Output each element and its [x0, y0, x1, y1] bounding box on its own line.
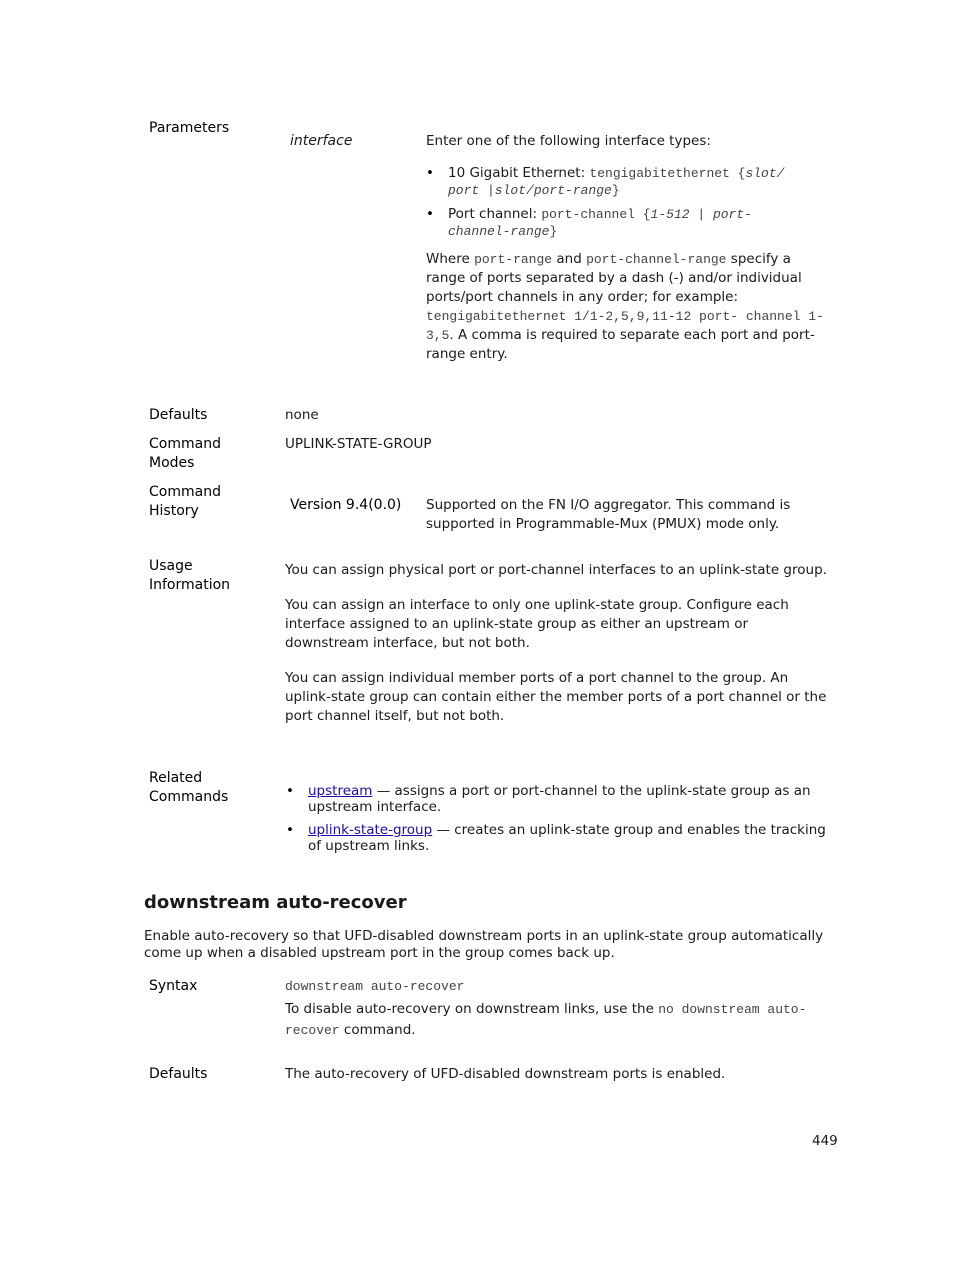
list-item: • Port channel: port-channel {1-512 | port- channel-range}	[426, 206, 806, 240]
history-description: Supported on the FN I/O aggregator. This command is supported in Programmable-Mux (PMUX) mode only.	[426, 497, 791, 532]
parameters-label: Parameters	[149, 120, 230, 136]
port-range-explanation: Where port-range and port-channel-range specify a range of ports separated by a dash (-) and/or individual ports/port channels in any order; for example: tengigabitethernet 1/1-2,5,9,11-12 port- channel 1-3,5. A comma is required to separate each port and port-range entry.	[426, 251, 824, 362]
syntax-code: downstream auto-recover	[285, 979, 465, 994]
usage-label: Usage Information	[149, 558, 231, 593]
usage-paragraph: You can assign physical port or port-channel interfaces to an uplink-state group.	[285, 562, 827, 578]
related-commands-list	[286, 783, 834, 861]
command-modes-label: Command Modes	[149, 436, 221, 471]
syntax-label: Syntax	[149, 978, 198, 994]
upstream-link[interactable]: upstream	[308, 783, 373, 799]
defaults-value: The auto-recovery of UFD-disabled downstream ports is enabled.	[285, 1066, 726, 1082]
list-item: • uplink-state-group — creates an uplink-state group and enables the tracking of upstream links.	[286, 822, 834, 854]
command-modes-value: UPLINK-STATE-GROUP	[285, 436, 432, 452]
defaults-value: none	[285, 407, 319, 423]
section-title: downstream auto-recover	[144, 892, 407, 913]
page-number: 449	[812, 1133, 838, 1149]
param-description	[426, 132, 836, 364]
version-label: Version 9.4(0.0)	[290, 497, 402, 513]
interface-types-list	[426, 165, 806, 240]
usage-body	[285, 561, 835, 726]
list-item: • upstream — assigns a port or port-channel to the uplink-state group as an upstream interface.	[286, 783, 834, 815]
related-commands-label: Related Commands	[149, 770, 229, 805]
param-name: interface	[290, 133, 353, 149]
usage-paragraph: You can assign individual member ports of a port channel to the group. An uplink-state group can contain either the member ports of a port channel or the port channel itself, but not both.	[285, 670, 827, 724]
section-description: Enable auto-recovery so that UFD-disabled downstream ports in an uplink-state group automatically come up when a disabled upstream port in the group comes back up.	[144, 928, 824, 961]
uplink-state-group-link[interactable]: uplink-state-group	[308, 822, 433, 838]
list-item: • 10 Gigabit Ethernet: tengigabitethernet {slot/ port |slot/port-range}	[426, 165, 806, 199]
usage-paragraph: You can assign an interface to only one uplink-state group. Configure each interface assigned to an uplink-state group as either an upstream or downstream interface, but not both.	[285, 597, 789, 651]
param-intro: Enter one of the following interface types:	[426, 133, 711, 149]
defaults-label: Defaults	[149, 407, 208, 423]
defaults-label: Defaults	[149, 1066, 208, 1082]
syntax-note: To disable auto-recovery on downstream links, use the no downstream auto- recover command.	[285, 1001, 807, 1038]
command-history-label: Command History	[149, 484, 221, 519]
